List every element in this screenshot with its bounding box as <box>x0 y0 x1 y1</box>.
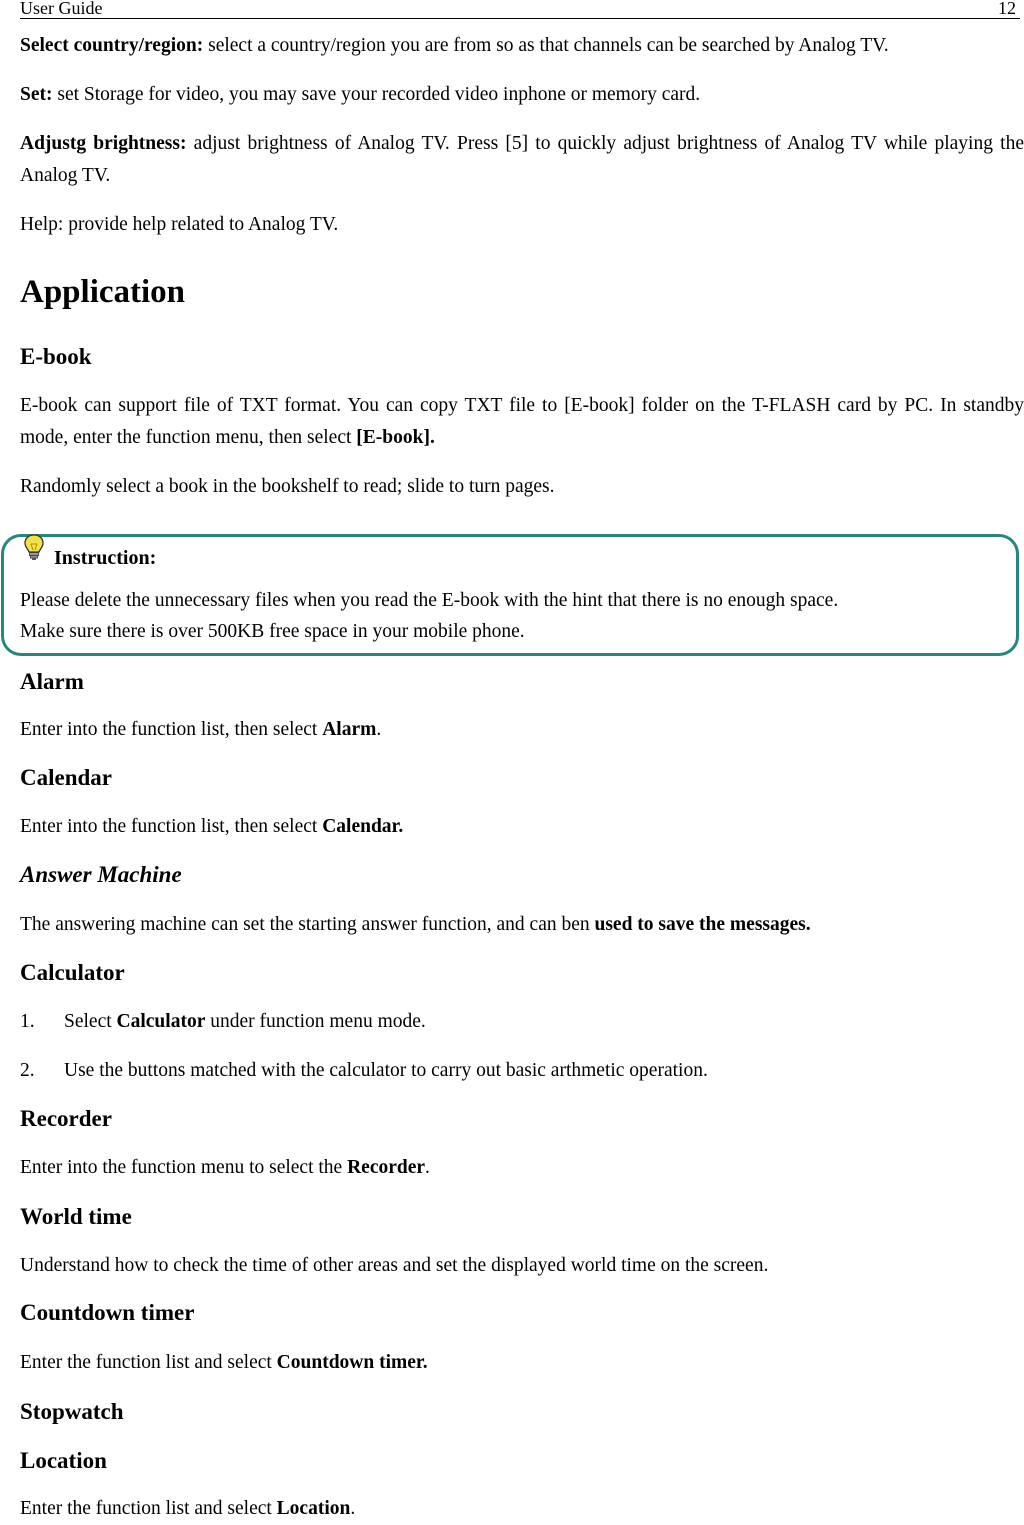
recorder-menu-item: Recorder <box>347 1157 426 1178</box>
instruction-title: Instruction: <box>54 547 157 569</box>
answer-machine-text: The answering machine can set the starting answer function, and can ben <box>20 914 595 935</box>
brightness-text: adjust brightness of Analog TV. Press [5] to quickly adjust brightness of Analog TV while playing the Analog TV. <box>20 133 1024 186</box>
countdown-paragraph <box>20 1347 1024 1379</box>
ebook-read-paragraph: Randomly select a book in the bookshelf to read; slide to turn pages. <box>20 476 555 497</box>
answer-machine-bold: used to save the messages. <box>594 914 811 935</box>
alarm-paragraph <box>20 714 1024 746</box>
alarm-menu-item: Alarm <box>322 719 377 740</box>
ebook-menu-item: [E-book]. <box>356 427 435 448</box>
location-menu-item: Location <box>276 1498 351 1519</box>
answer-machine-paragraph <box>20 909 1024 941</box>
world-time-paragraph: Understand how to check the time of other areas and set the displayed world time on the screen. <box>20 1255 769 1276</box>
calculator-step-number: 2. <box>20 1060 35 1081</box>
answer-machine-heading: Answer Machine <box>20 862 182 887</box>
alarm-text: Enter into the function list, then select <box>20 719 323 740</box>
recorder-heading: Recorder <box>20 1106 112 1131</box>
countdown-heading: Countdown timer <box>20 1300 195 1325</box>
help-paragraph: Help: provide help related to Analog TV. <box>20 214 339 235</box>
calculator-step-text: under function menu mode. <box>205 1011 426 1032</box>
calendar-menu-item: Calendar. <box>322 816 404 837</box>
set-text: set Storage for video, you may save your recorded video inphone or memory card. <box>52 84 701 105</box>
recorder-paragraph <box>20 1152 1024 1184</box>
ebook-text: E-book can support file of TXT format. You can copy TXT file to [E-book] folder on the T-FLASH card by PC. In standby mode, enter the function menu, then select <box>20 395 1024 448</box>
instruction-line-1: Please delete the unnecessary files when you read the E-book with the hint that there is no enough space. <box>20 590 839 611</box>
set-label: Set: <box>20 84 53 105</box>
set-storage-paragraph <box>20 79 1024 111</box>
brightness-label: Adjustg brightness: <box>20 133 187 154</box>
location-text: Enter the function list and select <box>20 1498 277 1519</box>
location-end: . <box>350 1498 356 1519</box>
header-divider <box>20 18 1020 19</box>
countdown-text: Enter the function list and select <box>20 1352 277 1373</box>
location-paragraph <box>20 1493 1024 1525</box>
header-title: User Guide <box>20 0 103 18</box>
select-country-label: Select country/region: <box>20 35 204 56</box>
instruction-line-2: Make sure there is over 500KB free space in your mobile phone. <box>20 621 525 642</box>
lightbulb-icon <box>22 533 46 561</box>
page-number: 12 <box>998 0 1016 18</box>
calculator-menu-item: Calculator <box>116 1011 206 1032</box>
location-heading: Location <box>20 1448 107 1473</box>
world-time-heading: World time <box>20 1204 132 1229</box>
select-country-text: select a country/region you are from so as that channels can be searched by Analog TV. <box>203 35 889 56</box>
calendar-paragraph <box>20 811 1024 843</box>
calculator-step-2: Use the buttons matched with the calculator to carry out basic arthmetic operation. <box>64 1060 708 1081</box>
alarm-end: . <box>376 719 382 740</box>
ebook-heading: E-book <box>20 344 92 369</box>
brightness-paragraph <box>20 128 1024 192</box>
stopwatch-heading: Stopwatch <box>20 1399 124 1424</box>
calculator-step-number: 1. <box>20 1011 35 1032</box>
application-heading: Application <box>20 274 186 310</box>
select-country-paragraph <box>20 30 1024 62</box>
calendar-text: Enter into the function list, then select <box>20 816 323 837</box>
recorder-end: . <box>425 1157 430 1178</box>
recorder-text: Enter into the function menu to select the <box>20 1157 348 1178</box>
calculator-step-1 <box>64 1006 426 1038</box>
alarm-heading: Alarm <box>20 669 84 694</box>
calendar-heading: Calendar <box>20 765 112 790</box>
calculator-step-text: Select <box>64 1011 117 1032</box>
calculator-heading: Calculator <box>20 960 125 985</box>
countdown-menu-item: Countdown timer. <box>276 1352 428 1373</box>
ebook-paragraph <box>20 390 1024 454</box>
